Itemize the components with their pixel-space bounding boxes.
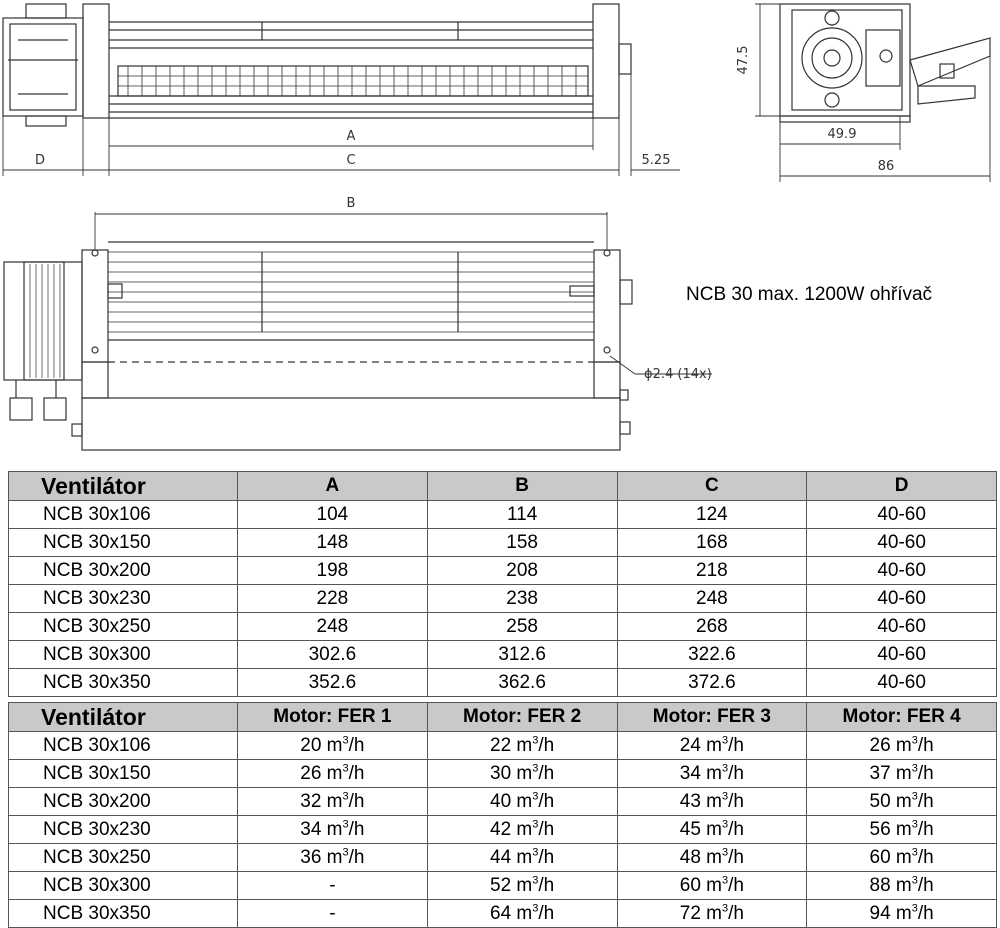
unit-base: m: [706, 790, 722, 812]
table-row: [9, 760, 997, 788]
unit-base: m: [516, 762, 533, 784]
unit-exponent: 3: [911, 762, 918, 775]
unit-base: m: [326, 734, 343, 756]
value-cell: [807, 816, 997, 844]
cell-value: 72: [679, 902, 701, 924]
unit-base: m: [516, 790, 533, 812]
header-cell: Ventilátor: [9, 472, 238, 501]
cell-value: 124: [696, 503, 728, 525]
unit-base: m: [516, 734, 533, 756]
value-cell: [807, 900, 997, 928]
value-cell: [427, 501, 617, 529]
cell-value: 40-60: [877, 503, 926, 525]
dim-label-525: 5.25: [641, 153, 671, 168]
value-cell: [617, 844, 807, 872]
dim-label-475: 47.5: [736, 45, 751, 75]
value-cell: [617, 585, 807, 613]
value-cell: [617, 613, 807, 641]
table-row: [9, 788, 997, 816]
unit-exponent: 3: [911, 818, 918, 831]
side-view: [780, 4, 990, 122]
model-cell: [9, 585, 238, 613]
model-cell: [9, 613, 238, 641]
value-cell: [617, 529, 807, 557]
unit-base: m: [895, 874, 912, 896]
cell-value: 228: [316, 587, 349, 609]
unit-base: m: [895, 818, 912, 840]
unit-base: m: [516, 818, 533, 840]
hole-note: ϕ2.4 (14x): [644, 367, 712, 382]
value-cell: [807, 788, 997, 816]
unit-base: m: [706, 818, 722, 840]
value-cell: [807, 872, 997, 900]
unit-suffix: /h: [917, 790, 934, 812]
model-cell: [9, 900, 238, 928]
heater-caption: NCB 30 max. 1200W ohřívač: [686, 284, 933, 305]
cell-value: 104: [316, 503, 349, 525]
value-cell: [617, 816, 807, 844]
model-cell: [9, 669, 238, 697]
cell-value: 208: [506, 559, 538, 581]
cell-value: NCB 30x200: [43, 790, 151, 812]
unit-exponent: 3: [722, 818, 729, 831]
table-row: [9, 872, 997, 900]
value-cell: [807, 557, 997, 585]
value-cell: [427, 529, 617, 557]
unit-suffix: /h: [917, 818, 934, 840]
value-cell: [238, 613, 428, 641]
value-cell: [427, 816, 617, 844]
cell-value: NCB 30x230: [43, 818, 151, 840]
value-cell: [807, 529, 997, 557]
unit-suffix: /h: [348, 846, 365, 868]
unit-suffix: /h: [728, 846, 744, 868]
unit-base: m: [326, 790, 343, 812]
unit-exponent: 3: [532, 734, 539, 747]
header-cell: Motor: FER 1: [238, 703, 428, 732]
cell-value: 60: [679, 874, 701, 896]
cell-value: 268: [696, 615, 728, 637]
cell-value: 248: [696, 587, 728, 609]
header-cell: D: [807, 472, 997, 501]
value-cell: [427, 613, 617, 641]
value-cell: [238, 844, 428, 872]
cell-value: 352.6: [308, 671, 357, 693]
value-cell: [238, 641, 428, 669]
value-cell: [238, 760, 428, 788]
dim-label-d: D: [34, 153, 46, 168]
unit-exponent: 3: [911, 790, 918, 803]
table-row: [9, 529, 997, 557]
unit-exponent: 3: [532, 790, 539, 803]
unit-exponent: 3: [532, 846, 539, 859]
cell-value: NCB 30x300: [43, 874, 151, 896]
model-cell: [9, 844, 238, 872]
cell-value: 40-60: [877, 587, 926, 609]
table-header-row: [9, 472, 997, 501]
cell-value: 40-60: [877, 643, 926, 665]
cell-value: 45: [679, 818, 701, 840]
cell-value: 40-60: [877, 531, 926, 553]
unit-exponent: 3: [722, 902, 729, 915]
unit-base: m: [895, 790, 912, 812]
front-view: [4, 242, 632, 450]
motor-airflow-table: [8, 702, 997, 928]
cell-value: 42: [490, 818, 512, 840]
cell-value: 32: [300, 790, 322, 812]
unit-exponent: 3: [911, 846, 918, 859]
value-cell: [238, 557, 428, 585]
cell-value: NCB 30x250: [43, 615, 151, 637]
value-cell: [427, 760, 617, 788]
cell-value: NCB 30x230: [43, 587, 151, 609]
unit-base: m: [706, 902, 722, 924]
header-cell: A: [238, 472, 428, 501]
cell-value: 40: [490, 790, 512, 812]
unit-exponent: 3: [342, 790, 349, 803]
value-cell: [427, 641, 617, 669]
cell-value: 34: [679, 762, 701, 784]
table-row: [9, 557, 997, 585]
value-cell: [238, 529, 428, 557]
value-cell: [617, 669, 807, 697]
unit-suffix: /h: [728, 734, 744, 756]
cell-value: NCB 30x106: [43, 503, 151, 525]
cell-value: 60: [869, 846, 891, 868]
unit-suffix: /h: [917, 874, 934, 896]
cell-value: -: [329, 874, 336, 896]
cell-value: NCB 30x150: [43, 762, 151, 784]
header-cell: Motor: FER 4: [807, 703, 997, 732]
table-header-row: [9, 703, 997, 732]
unit-suffix: /h: [917, 902, 934, 924]
value-cell: [807, 732, 997, 760]
cell-value: 44: [490, 846, 512, 868]
cell-value: 94: [869, 902, 891, 924]
value-cell: [617, 900, 807, 928]
table-row: [9, 669, 997, 697]
value-cell: [427, 788, 617, 816]
value-cell: [427, 900, 617, 928]
value-cell: [238, 585, 428, 613]
table-row: [9, 501, 997, 529]
unit-base: m: [516, 902, 533, 924]
dim-label-499: 49.9: [827, 127, 857, 142]
top-view-dimensions: [3, 74, 680, 176]
cell-value: 238: [506, 587, 538, 609]
top-view: [3, 4, 631, 126]
cell-value: 218: [696, 559, 728, 581]
cell-value: NCB 30x106: [43, 734, 151, 756]
unit-base: m: [706, 762, 722, 784]
unit-suffix: /h: [917, 846, 934, 868]
value-cell: [238, 501, 428, 529]
unit-suffix: /h: [348, 734, 365, 756]
unit-suffix: /h: [538, 734, 555, 756]
value-cell: [617, 501, 807, 529]
model-cell: [9, 788, 238, 816]
cell-value: 48: [679, 846, 701, 868]
cell-value: 37: [869, 762, 891, 784]
value-cell: [617, 760, 807, 788]
cell-value: 40-60: [877, 671, 926, 693]
header-cell: Motor: FER 2: [427, 703, 617, 732]
unit-suffix: /h: [728, 874, 744, 896]
table-row: [9, 900, 997, 928]
value-cell: [238, 788, 428, 816]
unit-suffix: /h: [728, 762, 744, 784]
unit-suffix: /h: [348, 818, 365, 840]
cell-value: 362.6: [498, 671, 546, 693]
value-cell: [238, 669, 428, 697]
unit-suffix: /h: [538, 902, 555, 924]
cell-value: 26: [300, 762, 322, 784]
unit-suffix: /h: [538, 762, 555, 784]
unit-exponent: 3: [342, 818, 349, 831]
cell-value: 322.6: [688, 643, 736, 665]
unit-base: m: [895, 902, 912, 924]
cell-value: NCB 30x150: [43, 531, 151, 553]
cell-value: -: [329, 902, 336, 924]
unit-suffix: /h: [917, 762, 934, 784]
value-cell: [617, 732, 807, 760]
cell-value: 43: [679, 790, 701, 812]
cell-value: 158: [506, 531, 538, 553]
value-cell: [238, 816, 428, 844]
dim-label-a: A: [346, 129, 356, 144]
unit-base: m: [516, 846, 533, 868]
cell-value: 52: [490, 874, 512, 896]
cell-value: 248: [316, 615, 349, 637]
value-cell: [807, 585, 997, 613]
unit-exponent: 3: [342, 846, 349, 859]
value-cell: [617, 872, 807, 900]
unit-base: m: [326, 762, 343, 784]
cell-value: 302.6: [308, 643, 357, 665]
cell-value: NCB 30x300: [43, 643, 151, 665]
unit-exponent: 3: [722, 762, 729, 775]
value-cell: [427, 844, 617, 872]
table-row: [9, 641, 997, 669]
header-cell: B: [427, 472, 617, 501]
side-view-dimensions: [755, 4, 990, 182]
value-cell: [427, 872, 617, 900]
unit-suffix: /h: [728, 790, 744, 812]
model-cell: [9, 529, 238, 557]
cell-value: 168: [696, 531, 728, 553]
model-cell: [9, 816, 238, 844]
cell-value: 312.6: [498, 643, 546, 665]
cell-value: 372.6: [688, 671, 736, 693]
unit-exponent: 3: [722, 874, 729, 887]
unit-exponent: 3: [911, 734, 918, 747]
unit-base: m: [706, 846, 722, 868]
unit-exponent: 3: [911, 874, 918, 887]
value-cell: [238, 732, 428, 760]
cell-value: 40-60: [877, 615, 926, 637]
value-cell: [617, 557, 807, 585]
cell-value: 22: [490, 734, 512, 756]
header-cell: Motor: FER 3: [617, 703, 807, 732]
unit-base: m: [895, 734, 912, 756]
table-row: [9, 816, 997, 844]
cell-value: 20: [300, 734, 322, 756]
table-row: [9, 732, 997, 760]
model-cell: [9, 872, 238, 900]
unit-suffix: /h: [348, 762, 365, 784]
value-cell: [807, 844, 997, 872]
value-cell: [807, 760, 997, 788]
cell-value: 56: [869, 818, 891, 840]
table-row: [9, 585, 997, 613]
model-cell: [9, 641, 238, 669]
value-cell: [807, 641, 997, 669]
value-cell: [427, 732, 617, 760]
unit-suffix: /h: [538, 874, 555, 896]
value-cell: [238, 900, 428, 928]
unit-base: m: [895, 846, 912, 868]
value-cell: [427, 585, 617, 613]
unit-exponent: 3: [911, 902, 918, 915]
cell-value: 148: [316, 531, 349, 553]
value-cell: [807, 501, 997, 529]
unit-base: m: [895, 762, 912, 784]
header-cell: Ventilátor: [9, 703, 238, 732]
cell-value: 24: [679, 734, 701, 756]
table-row: [9, 844, 997, 872]
cell-value: 198: [316, 559, 349, 581]
header-cell: C: [617, 472, 807, 501]
cell-value: NCB 30x350: [43, 671, 151, 693]
unit-exponent: 3: [722, 790, 729, 803]
unit-suffix: /h: [917, 734, 934, 756]
dim-label-c: C: [346, 153, 356, 168]
cell-value: 34: [300, 818, 322, 840]
cell-value: 64: [490, 902, 512, 924]
unit-base: m: [706, 874, 722, 896]
value-cell: [238, 872, 428, 900]
unit-exponent: 3: [532, 874, 539, 887]
unit-suffix: /h: [728, 902, 744, 924]
cell-value: 40-60: [877, 559, 926, 581]
model-cell: [9, 760, 238, 788]
cell-value: 88: [869, 874, 891, 896]
value-cell: [427, 557, 617, 585]
unit-exponent: 3: [532, 818, 539, 831]
cell-value: 114: [506, 503, 538, 525]
cell-value: 36: [300, 846, 322, 868]
value-cell: [617, 641, 807, 669]
value-cell: [807, 669, 997, 697]
cell-value: 50: [869, 790, 891, 812]
cell-value: 30: [490, 762, 512, 784]
unit-suffix: /h: [348, 790, 365, 812]
unit-exponent: 3: [532, 902, 539, 915]
model-cell: [9, 501, 238, 529]
unit-exponent: 3: [722, 734, 729, 747]
value-cell: [617, 788, 807, 816]
model-cell: [9, 557, 238, 585]
cell-value: 26: [869, 734, 891, 756]
model-cell: [9, 732, 238, 760]
dim-label-86: 86: [877, 159, 895, 174]
cell-value: NCB 30x350: [43, 902, 151, 924]
dim-label-b: B: [346, 196, 356, 211]
unit-base: m: [706, 734, 722, 756]
unit-suffix: /h: [538, 846, 555, 868]
unit-base: m: [326, 846, 343, 868]
value-cell: [807, 613, 997, 641]
dimensions-table: [8, 471, 997, 697]
value-cell: [427, 669, 617, 697]
unit-exponent: 3: [342, 734, 349, 747]
cell-value: NCB 30x200: [43, 559, 151, 581]
unit-suffix: /h: [728, 818, 744, 840]
unit-suffix: /h: [538, 790, 555, 812]
unit-base: m: [326, 818, 343, 840]
unit-base: m: [516, 874, 533, 896]
cell-value: 258: [506, 615, 538, 637]
cell-value: NCB 30x250: [43, 846, 151, 868]
unit-exponent: 3: [532, 762, 539, 775]
unit-exponent: 3: [342, 762, 349, 775]
unit-exponent: 3: [722, 846, 729, 859]
unit-suffix: /h: [538, 818, 555, 840]
table-row: [9, 613, 997, 641]
